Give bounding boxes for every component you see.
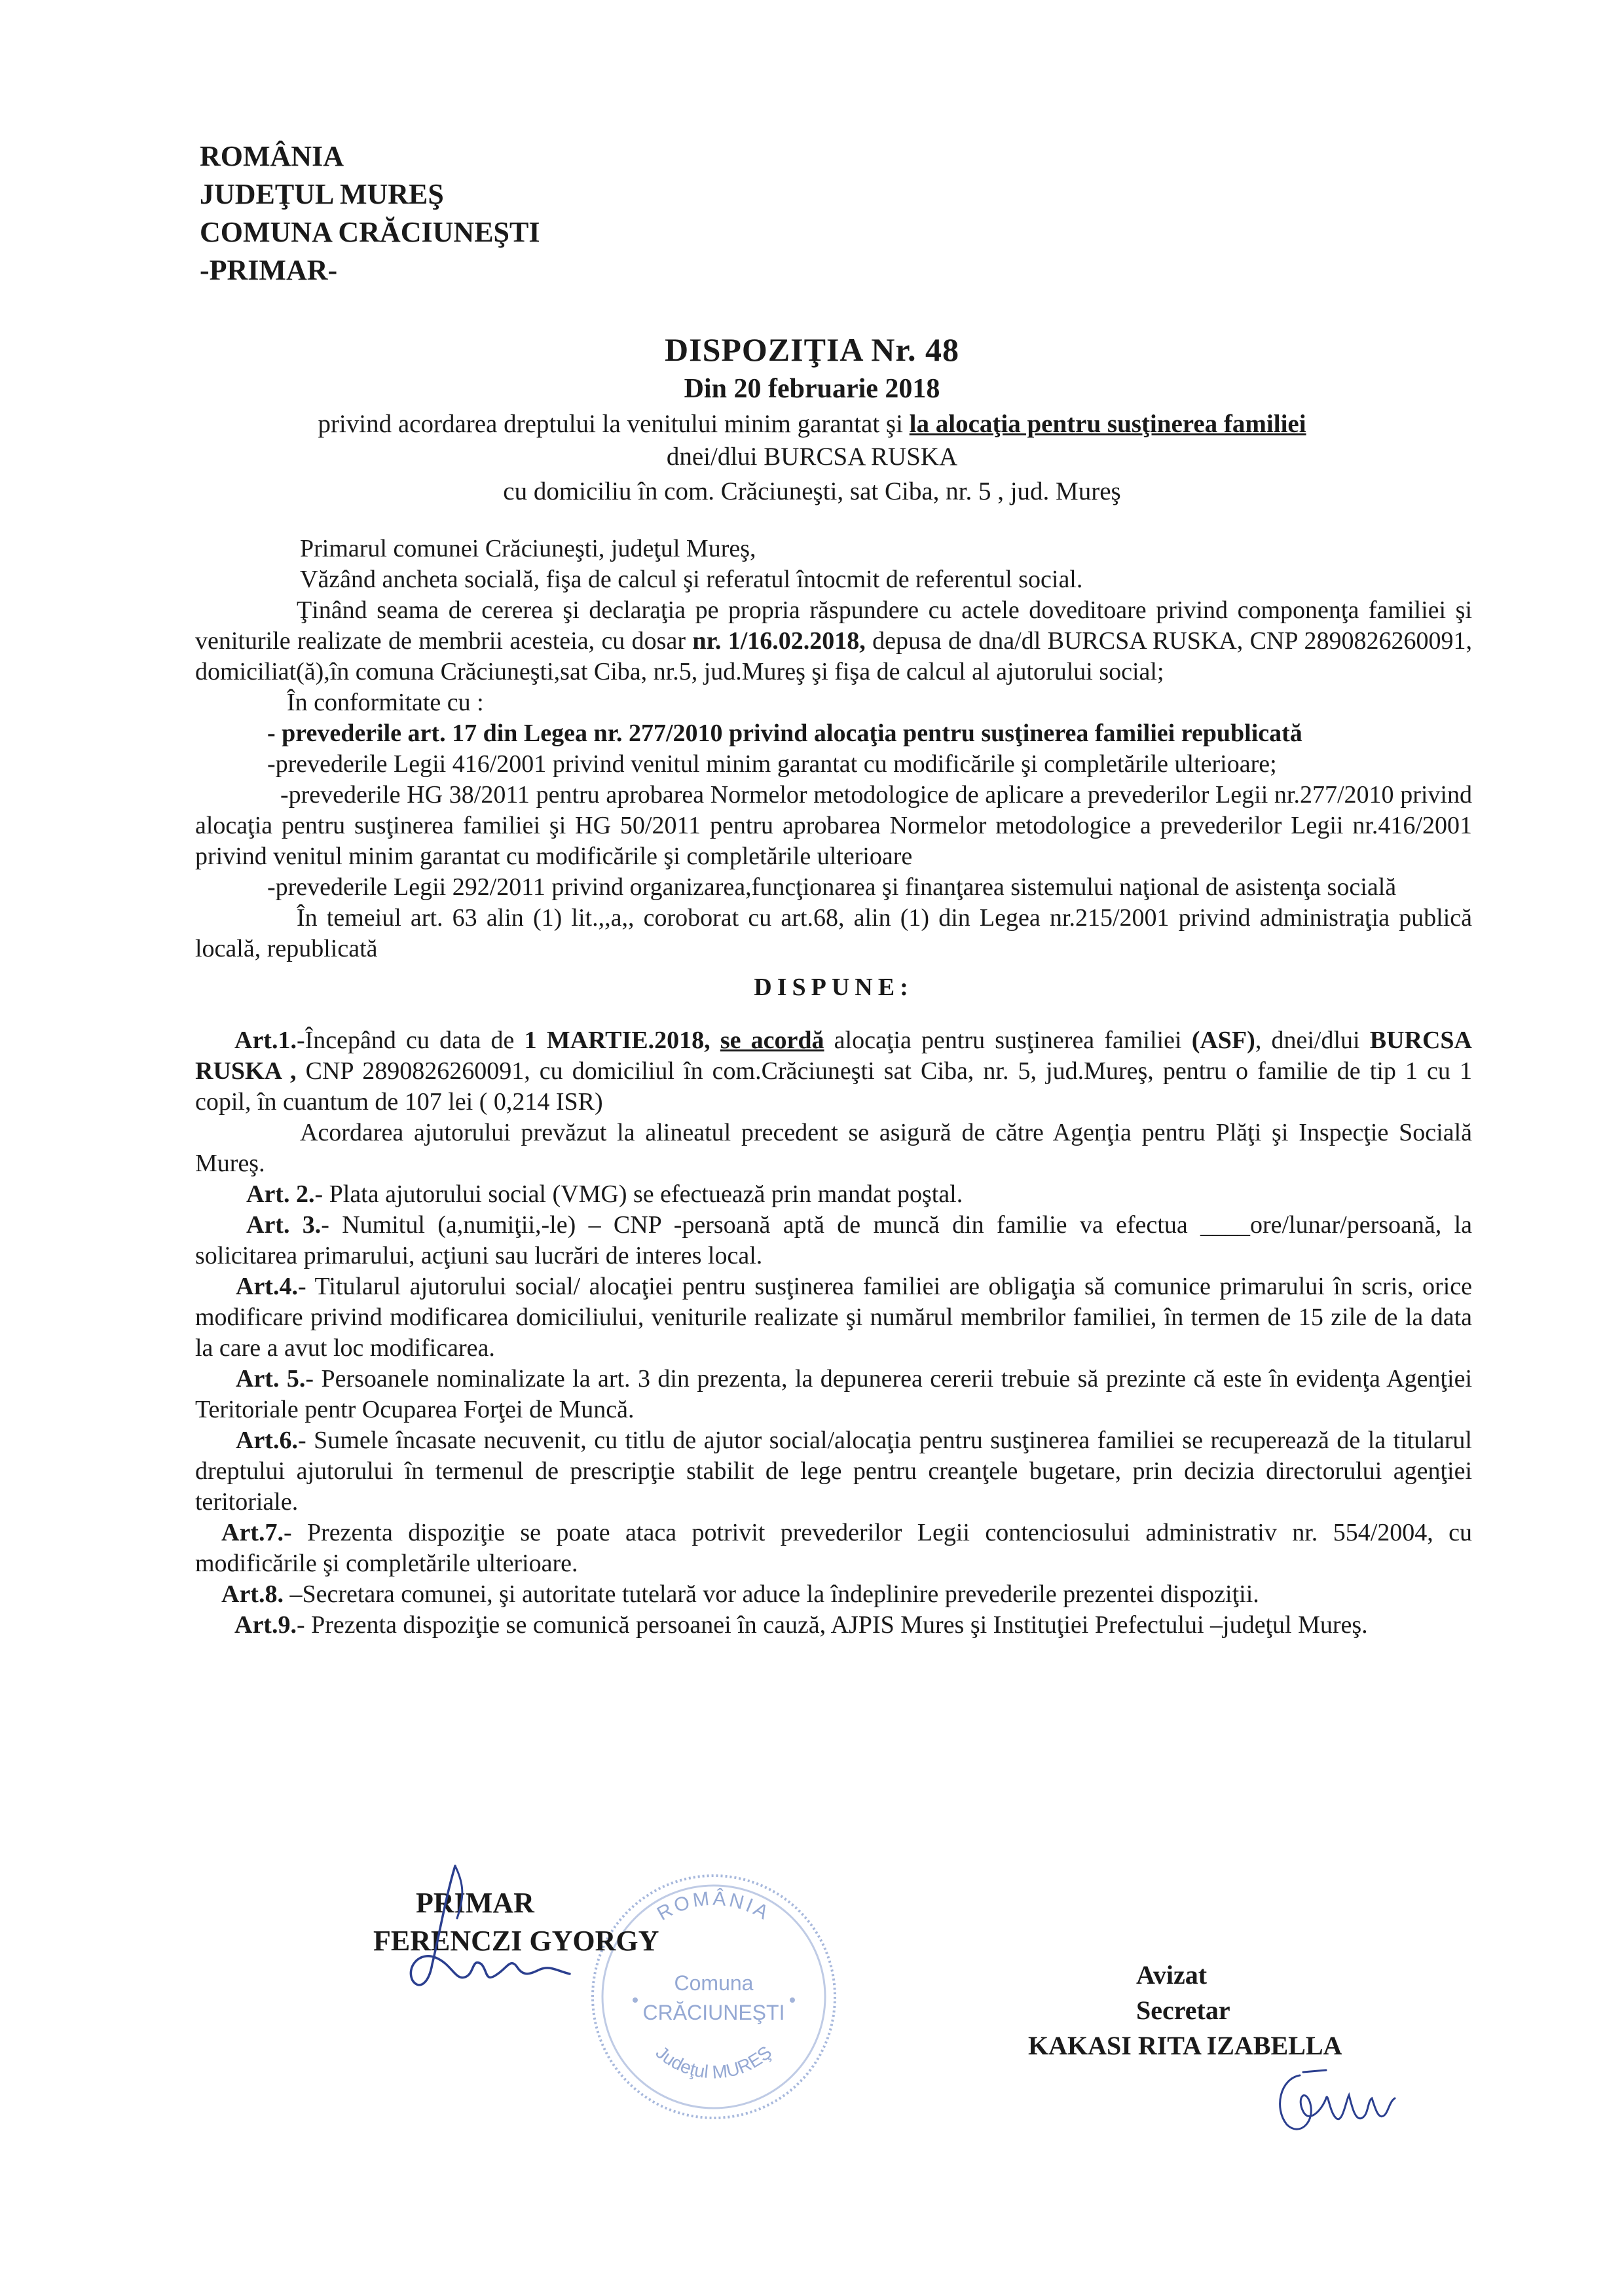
article-1-text4: CNP 2890826260091, cu domiciliul în com.Crăciuneşti sat Ciba, nr. 5, jud.Mureş, pentru o familie de tip 1 cu 1 copil, în cuantum de 107 lei ( 0,214 ISR) [195, 1057, 1473, 1116]
legal-ref-4: -prevederile Legii 292/2011 privind organizarea,funcţionarea şi finanţarea sistemului naţional de asistenţa socială [267, 873, 1397, 901]
header-office: -PRIMAR- [200, 254, 338, 286]
article-2 [195, 1179, 1472, 1210]
article-1-text: -Începând cu data de [296, 1027, 525, 1054]
stamp-bottom-text: Judeţul MUREŞ [652, 2041, 776, 2083]
article-7 [195, 1518, 1472, 1579]
secretary-handwritten-signature [1264, 2062, 1414, 2147]
header-commune: COMUNA CRĂCIUNEŞTI [200, 216, 540, 248]
article-5-label: Art. 5. [236, 1365, 306, 1393]
dispune-heading: DISPUNE: [754, 974, 913, 1001]
secretary-name: KAKASI RITA IZABELLA [1028, 2031, 1342, 2060]
article-7-label: Art.7. [221, 1519, 284, 1546]
article-6-label: Art.6. [236, 1427, 298, 1454]
article-1-text2: alocaţia pentru susţinerea familiei [824, 1027, 1192, 1054]
dossier-number: nr. 1/16.02.2018, [692, 627, 866, 655]
article-5 [195, 1364, 1472, 1425]
article-3-text: - Numitul (a,numiţii,-le) – CNP -persoană aptă de muncă din familie va efectua ____ore/lunar/persoană, la solicitarea primarului, acţiuni sau lucrări de interes local. [195, 1211, 1473, 1269]
document-subject [131, 409, 1493, 439]
article-1-asf: (ASF) [1191, 1027, 1255, 1054]
article-1 [195, 1025, 1472, 1118]
article-9-text: - Prezenta dispoziţie se comunică persoanei în cauză, AJPIS Mures şi Instituţiei Prefectului –judeţul Mureş. [296, 1611, 1368, 1639]
article-1-name: BURCSA RUSKA , [195, 1027, 1472, 1085]
article-1-paragraph-2: Acordarea ajutorului prevăzut la alineatul precedent se asigură de către Agenţia pentru Plăţi şi Inspecţie Socială Mureş. [195, 1119, 1472, 1177]
secretary-approved-label: Avizat [1136, 1960, 1208, 1990]
legal-ref-1: - prevederile art. 17 din Legea nr. 277/2010 privind alocaţia pentru susţinerea familiei republicată [267, 720, 1302, 747]
article-6-text: - Sumele încasate necuvenit, cu titlu de ajutor social/alocaţia pentru susţinerea familiei se recuperează de la titularul dreptului ajutorului în termenul de prescripţie stabilit de lege pentru creanţele bugetare, prin decizia directorului agenţiei teritoriale. [195, 1427, 1472, 1516]
preamble-p2: Văzând ancheta socială, fişa de calcul şi referatul întocmit de referentul social. [300, 566, 1083, 593]
document-title: DISPOZIŢIA Nr. 48 [665, 331, 959, 368]
header-county: JUDEŢUL MUREŞ [200, 178, 444, 210]
article-5-text: - Persoanele nominalizate la art. 3 din prezenta, la depunerea cererii trebuie să prezinte că este în evidenţa Agenţiei Teritoriale pentr Ocuparea Forţei de Muncă. [195, 1365, 1473, 1423]
article-9 [195, 1610, 1472, 1641]
secretary-signature-block [1028, 1958, 1342, 2064]
article-2-text: - Plata ajutorului social (VMG) se efectuează prin mandat poştal. [314, 1180, 963, 1208]
article-4-label: Art.4. [236, 1273, 298, 1300]
article-8-label: Art.8. [221, 1580, 284, 1608]
legal-basis: În temeiul art. 63 alin (1) lit.,,a,, coroborat cu art.68, alin (1) din Legea nr.215/2001 privind administraţia publică locală, republicată [195, 904, 1472, 962]
stamp-top-text: ROMÂNIA [653, 1887, 775, 1925]
article-8-text: –Secretara comunei, şi autoritate tutelară vor aduce la îndeplinire prevederile prezentei dispoziţii. [283, 1580, 1259, 1608]
preamble-p3 [195, 595, 1472, 687]
mayor-name: FERENCZI GYORGY [373, 1925, 659, 1957]
subject-text: privind acordarea dreptului la venitului minim garantat şi [318, 410, 910, 438]
legal-ref-2: -prevederile Legii 416/2001 privind venitul minim garantat cu modificările şi completările ulterioare; [267, 750, 1277, 778]
stamp-commune-name: CRĂCIUNEŞTI [642, 2001, 785, 2024]
legal-ref-3: -prevederile HG 38/2011 pentru aprobarea Normelor metodologice de aplicare a prevederilor Legii nr.277/2010 privind alocaţia pentru susţinerea familiei şi HG 50/2011 pentru aprobarea Normelor metodologice a prevederilor Legii nr.416/2001 privind venitul minim garantat cu modificările şi completările ulterioare [195, 781, 1472, 870]
document-body [195, 534, 1472, 1641]
article-1-grant: se acordă [720, 1027, 824, 1054]
article-8 [195, 1579, 1472, 1610]
article-3-label: Art. 3. [246, 1211, 322, 1239]
secretary-title: Secretar [1136, 1995, 1230, 2025]
article-3 [195, 1210, 1472, 1271]
header-country: ROMÂNIA [200, 140, 344, 172]
svg-text:Judeţul MUREŞ [652, 2042, 776, 2083]
article-7-text: - Prezenta dispoziţie se poate ataca potrivit prevederilor Legii contenciosului administrativ nr. 554/2004, cu modificările şi completările ulterioare. [195, 1519, 1472, 1577]
article-1-text3: , dnei/dlui [1255, 1027, 1370, 1054]
address-line: cu domiciliu în com. Crăciuneşti, sat Ciba, nr. 5 , jud. Mureş [503, 477, 1121, 505]
subject-underlined: la alocaţia pentru susţinerea familiei [909, 410, 1306, 438]
article-6 [195, 1425, 1472, 1518]
article-9-label: Art.9. [234, 1611, 297, 1639]
stamp-commune-label: Comuna [674, 1971, 754, 1995]
beneficiary-line: dnei/dlui BURCSA RUSKA [666, 443, 958, 471]
mayor-title: PRIMAR [416, 1887, 534, 1919]
mayor-handwritten-signature [393, 1859, 609, 2010]
article-2-label: Art. 2. [246, 1180, 315, 1208]
article-4 [195, 1271, 1472, 1364]
preamble-p1: Primarul comunei Crăciuneşti, judeţul Mureş, [300, 535, 756, 562]
article-1-label: Art.1. [234, 1027, 297, 1054]
document-date: Din 20 februarie 2018 [684, 374, 940, 404]
issuer-header [200, 137, 540, 289]
article-1-date: 1 MARTIE.2018, [524, 1027, 710, 1054]
preamble-p3-rest: depusa de dna/dl BURCSA RUSKA, CNP 2890826260091, domiciliat(ă),în comuna Crăciuneşti,sat Ciba, nr.5, jud.Mureş şi fişa de calcul al ajutorului social; [195, 627, 1472, 685]
article-4-text: - Titularul ajutorului social/ alocaţiei pentru susţinerea familiei are obligaţia să comunice primarului în scris, orice modificare privind modificarea domiciliului, veniturile realizate şi numărul membrilor familiei, în termen de 15 zile de la data la care a avut loc modificarea. [195, 1273, 1472, 1362]
preamble-p4: În conformitate cu : [287, 689, 484, 716]
preamble-p3-text: Ţinând seama de cererea şi declaraţia pe propria răspundere cu actele doveditoare privind componenţa familiei şi veniturile realizate de membrii acesteia, cu dosar [195, 596, 1472, 655]
